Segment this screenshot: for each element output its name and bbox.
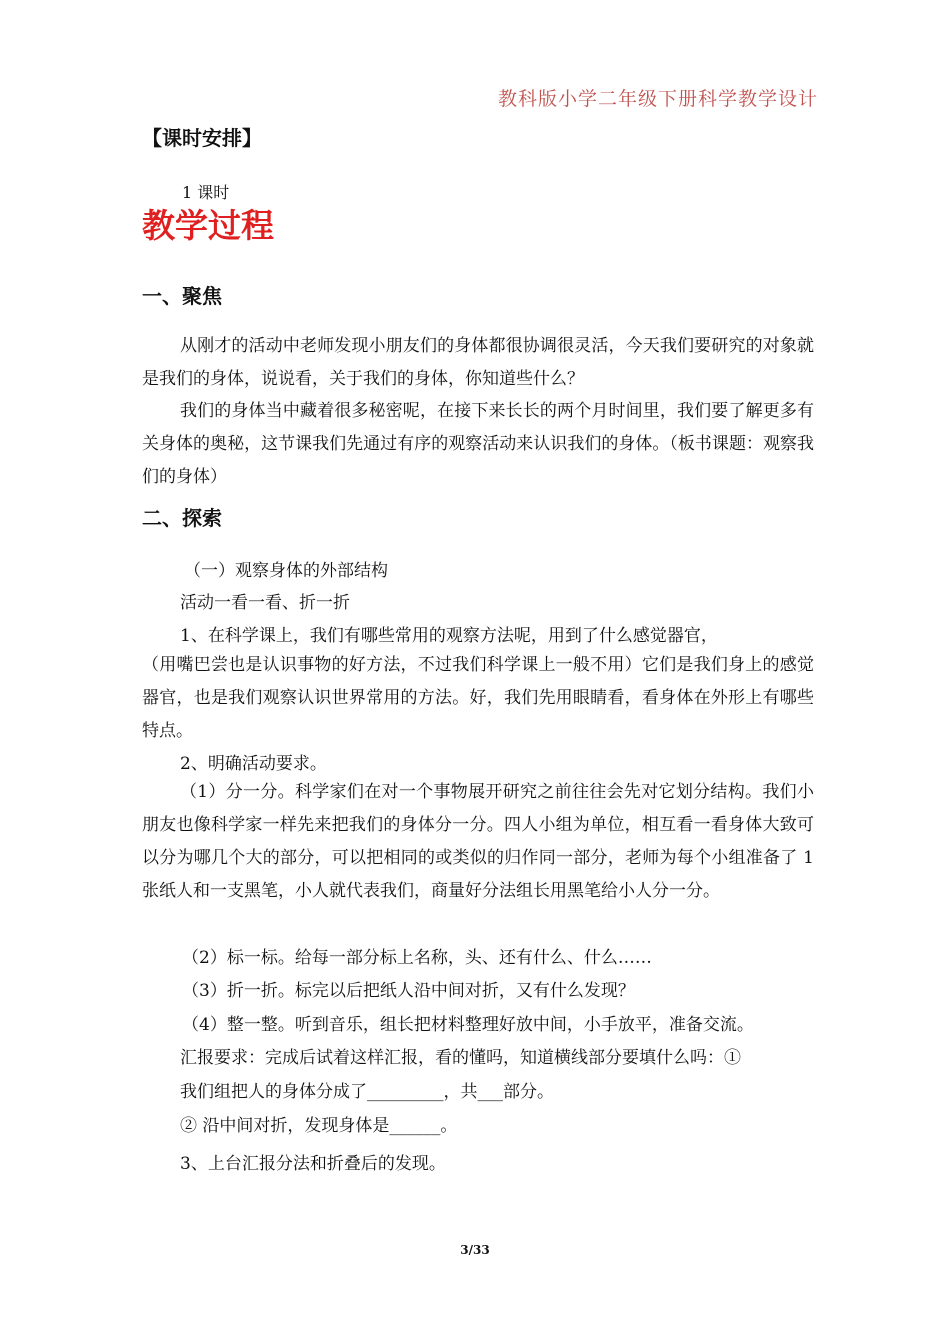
item-2: 2、明确活动要求。	[180, 754, 327, 774]
subsection-heading: （一）观察身体的外部结构	[184, 561, 388, 581]
focus-paragraph-2: 我们的身体当中藏着很多秘密呢，在接下来长长的两个月时间里，我们要了解更多有关身体的奥秘，这节课我们先通过有序的观察活动来认识我们的身体。（板书课题：观察我们的身体）	[142, 401, 814, 487]
section-heading-explore: 二、探索	[142, 506, 222, 530]
report-line-1: 汇报要求：完成后试着这样汇报，看的懂吗，知道横线部分要填什么吗：①	[180, 1048, 741, 1068]
schedule-heading: 【课时安排】	[142, 126, 262, 150]
item-3: 3、上台汇报分法和折叠后的发现。	[180, 1154, 446, 1174]
section-heading-focus: 一、聚焦	[142, 284, 222, 308]
requirement-3: （3）折一折。标完以后把纸人沿中间对折，又有什么发现？	[182, 981, 635, 1001]
report-line-2: 我们组把人的身体分成了_________，共___部分。	[180, 1082, 554, 1102]
running-header: 教科版小学二年级下册科学教学设计	[497, 88, 818, 110]
requirement-1: （1）分一分。科学家们在对一个事物展开研究之前往往会先对它划分结构。我们小朋友也像科学家一样先来把我们的身体分一分。四人小组为单位，相互看一看身体大致可以分为哪几个大的部分，可以把相同的或类似的归作同一部分，老师为每个小组准备了 1 张纸人和一支黑笔，小人就代表我们，商量好分法组长用黑笔给小人分一分。	[142, 782, 814, 901]
focus-paragraph-1: 从刚才的活动中老师发现小朋友们的身体都很协调很灵活，今天我们要研究的对象就是我们的身体，说说看，关于我们的身体，你知道些什么？	[142, 336, 814, 389]
item-1-continuation: （用嘴巴尝也是认识事物的好方法，不过我们科学课上一般不用）它们是我们身上的感觉器官，也是我们观察认识世界常用的方法。好，我们先用眼睛看，看身体在外形上有哪些特点。	[142, 655, 814, 741]
activity-title: 活动一看一看、折一折	[180, 593, 350, 613]
report-line-3: ② 沿中间对折，发现身体是______。	[180, 1116, 458, 1136]
requirement-2: （2）标一标。给每一部分标上名称，头、还有什么、什么……	[182, 948, 652, 968]
requirement-4: （4）整一整。听到音乐，组长把材料整理好放中间，小手放平，准备交流。	[182, 1015, 754, 1035]
process-title: 教学过程	[142, 206, 274, 245]
page-number: 3/33	[460, 1243, 490, 1257]
schedule-value: 1 课时	[182, 183, 230, 202]
item-1-first-line: 1、在科学课上，我们有哪些常用的观察方法呢，用到了什么感觉器官，	[180, 626, 718, 646]
